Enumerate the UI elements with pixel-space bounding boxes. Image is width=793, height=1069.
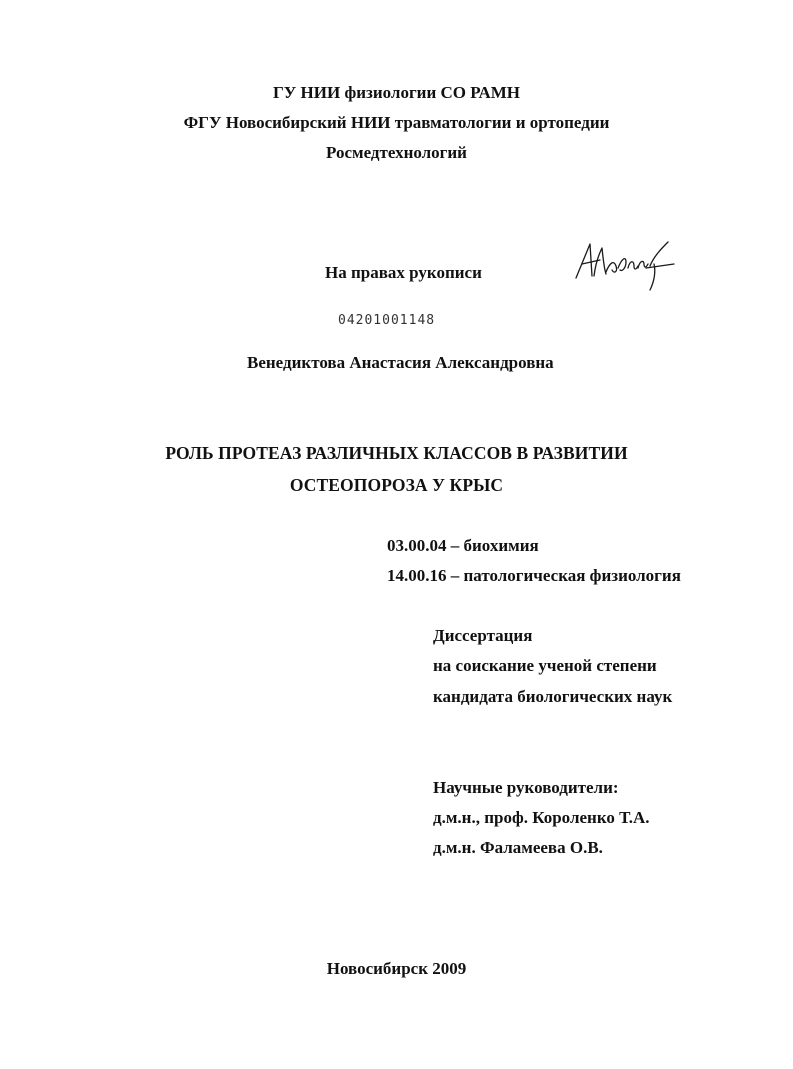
specialty-1: 03.00.04 – биохимия (387, 536, 539, 555)
specialty-2: 14.00.16 – патологическая физиология (387, 566, 681, 585)
thesis-title-line-2: ОСТЕОПОРОЗА У КРЫС (289, 475, 504, 495)
degree-line-1: Диссертация (433, 626, 533, 645)
manuscript-note: На правах рукописи (325, 263, 482, 282)
thesis-title-line-1: РОЛЬ ПРОТЕАЗ РАЗЛИЧНЫХ КЛАССОВ В РАЗВИТИИ (165, 443, 628, 463)
registration-number: 04201001148 (338, 313, 436, 328)
supervisor-2: д.м.н. Фаламеева О.В. (433, 838, 603, 857)
author-name: Венедиктова Анастасия Александровна (247, 353, 554, 372)
city-year: Новосибирск 2009 (326, 959, 467, 978)
institution-line-3: Росмедтехнологий (326, 143, 467, 162)
institution-line-2: ФГУ Новосибирский НИИ травматологии и ортопедии (183, 113, 610, 132)
signature-image (570, 238, 680, 294)
supervisors-heading: Научные руководители: (433, 778, 619, 797)
degree-line-3: кандидата биологических наук (433, 687, 673, 706)
supervisor-1: д.м.н., проф. Короленко Т.А. (433, 808, 650, 827)
institution-line-1: ГУ НИИ физиологии СО РАМН (272, 83, 521, 102)
degree-line-2: на соискание ученой степени (433, 656, 657, 675)
